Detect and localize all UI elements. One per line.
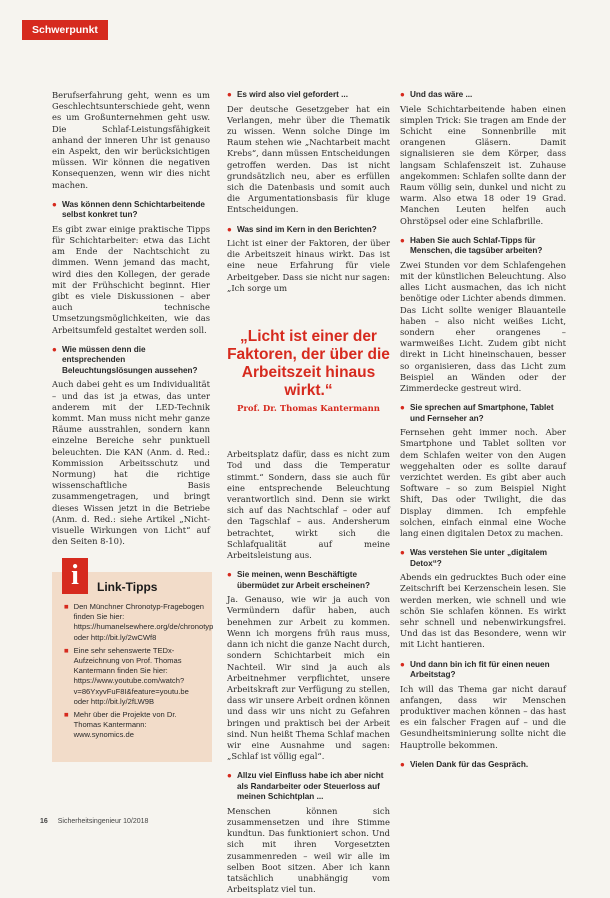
list-item[interactable] bbox=[64, 646, 204, 707]
question-heading bbox=[400, 236, 566, 257]
link-text[interactable]: Mehr über die Projekte von Dr. Thomas Kantermann: www.synomics.de bbox=[73, 710, 177, 740]
paragraph: Viele Schichtarbeitende haben einen simplen Trick: Sie tragen am Ende der Schicht eine Sonnenbrille mit orangenen Gläsern. Damit signalisieren sie dem Körper, dass langsam Schlafenszeit ist. Zuhause angekommen: Schlafen sollte dann der Raum völlig sein, dunkel und nicht zu warm. Also etwa 18 oder 19 Grad. Manchen Leuten helfen auch Ohrstöpsel oder eine Schlafbrille. bbox=[400, 103, 566, 226]
question-text: Vielen Dank für das Gespräch. bbox=[409, 759, 529, 769]
question-heading bbox=[227, 90, 390, 101]
question-text: Haben Sie auch Schlaf-Tipps für Menschen, die tagsüber arbeiten? bbox=[409, 235, 543, 256]
bullet-icon: ● bbox=[52, 199, 57, 209]
paragraph: Zwei Stunden vor dem Schlafengehen mit der künstlichen Beleuchtung. Also alles Licht ausmachen, das ich nicht benötige oder Lichter abends dimmen. Das Licht sollte weniger Blauanteile haben – also nicht weißes Licht, sondern eher orangenes – warmweißes Licht. Zudem gibt nicht direkt in Licht hineinschauen, besser so organisieren, dass das Licht zum Beispiel an Wänden oder der Zimmerdecke gestreut wird. bbox=[400, 259, 566, 393]
paragraph: Arbeitsplatz dafür, dass es nicht zum Tod und dass die Temperatur stimmt.“ Sondern, dass sie auch für eine entsprechende Beleuchtung verantwortlich sind. Denn sie wirkt sich auf das Nachtschlaf – oder auf den Tagschlaf – aus. Andersherum betrachtet, wirkt sich die Schlafqualität auf meine Arbeitsleistung aus. bbox=[227, 449, 390, 561]
paragraph: Licht ist einer der Faktoren, der über die Arbeitszeit hinaus wirkt. Das ist eine neue Erfahrung für viele Arbeitgeber. Dass sie nicht nur sagen: „Ich sorge um bbox=[227, 238, 390, 293]
bullet-icon: ● bbox=[227, 224, 232, 234]
question-text: Und das wäre ... bbox=[409, 90, 473, 99]
bullet-icon: ● bbox=[400, 403, 405, 413]
bullet-icon: ● bbox=[400, 90, 405, 99]
square-bullet-icon: ■ bbox=[64, 710, 69, 720]
question-text: Allzu viel Einfluss habe ich aber nicht als Randarbeiter oder Steuerloss auf meinen Schichtplan ... bbox=[236, 771, 384, 802]
link-text[interactable]: Eine sehr sehenswerte TEDx-Aufzeichnung von Prof. Thomas Kantermann finden Sie hier: https://www.youtube.com/watch?v=86YxyvFuF8I&feature=youtu.be oder http://bit.ly/2fLW9B bbox=[73, 645, 189, 706]
page-number: 16 bbox=[40, 818, 48, 825]
column-1 bbox=[52, 90, 210, 550]
publication-name: Sicherheitsingenieur 10/2018 bbox=[57, 818, 149, 825]
paragraph: Fernsehen geht immer noch. Aber Smartphone und Tablet sollten vor dem Schlafen weiter von den Augen weggehalten oder es sollte darauf verzichtet werden. Es gibt aber auch Software – so zum Beispiel Night Shift, Das oder Twilight, die das Display dimmen. Ich empfehle solchen, einfach einmal eine Woche lang einen digitalen Detox zu machen. bbox=[400, 427, 566, 538]
bullet-icon: ● bbox=[400, 548, 405, 558]
column-2 bbox=[227, 90, 390, 898]
paragraph: Abends ein gedrucktes Buch oder eine Zeitschrift bei Kerzenschein lesen. Sie werden merken, wie schnell und wie schön Sie schlafen können. Es wirkt sehr schnell und nebenwirkungsfrei. Und das ist das Besondere, wenn wir mit Licht hantieren. bbox=[400, 572, 566, 650]
question-heading bbox=[400, 403, 566, 424]
question-text: Und dann bin ich fit für einen neuen Arbeitstag? bbox=[409, 659, 550, 680]
question-text: Sie sprechen auf Smartphone, Tablet und Fernseher an? bbox=[409, 403, 554, 423]
column-3 bbox=[400, 90, 566, 773]
question-text: Was können denn Schichtarbeitende selbst konkret tun? bbox=[61, 199, 205, 220]
question-text: Was sind im Kern in den Berichten? bbox=[236, 224, 377, 234]
question-heading bbox=[400, 660, 566, 681]
page-footer bbox=[40, 818, 148, 825]
question-text: Wie müssen denn die entsprechenden Beleuchtungslösungen aussehen? bbox=[61, 344, 198, 375]
question-text: Was verstehen Sie unter „digitalem Detox“? bbox=[409, 548, 548, 568]
question-heading bbox=[400, 760, 566, 771]
pull-quote-author: Prof. Dr. Thomas Kantermann bbox=[237, 404, 380, 415]
paragraph: Ja. Genauso, wie wir ja auch von Vermündern dafür haben, auch benehmen zur Arbeit zu kommen. Wenn ich morgens früh raus muss, dann ich nicht die ganze Nacht durch, sondern Schichtarbeit mich ein Nachteil. Wir sind ja auch als Arbeitnehmer verpflichtet, unsere Arbeitskraft zur Verfügung zu stellen, dass wir unsere Arbeit ordnen können und dass wir uns nicht zu Gefahren bringen und praktisch bei der Arbeit sind. Nun heißt Thema Schlaf machen wir eine Ausnahme und sagen: „Schlaf ist völlig egal“. bbox=[227, 594, 390, 762]
bullet-icon: ● bbox=[400, 659, 405, 669]
info-icon: i bbox=[62, 558, 88, 594]
link-tips-box bbox=[52, 560, 214, 762]
link-tips-list bbox=[64, 602, 214, 744]
paragraph: Ich will das Thema gar nicht darauf anfangen, dass wir Menschen produktiver machen können – das hast es ein falscher Fragen auf – und die Gesundheitsminierung sollte nicht die Hauptrolle bekommen. bbox=[400, 683, 566, 750]
pull-quote: „Licht ist einer der Faktoren, der über die Arbeitszeit hinaus wirkt.“ bbox=[227, 328, 390, 400]
paragraph: Menschen können sich zusammensetzen und ihre Stimme kundtun. Das funktioniert schon. Und sich mit ihren Vorgesetzten zusammenreden – weil wir alle im selben Boot sitzen. Aber ich kann tatsächlich unabhängig vom Arbeitsplatz viel tun. bbox=[227, 805, 390, 895]
bullet-icon: ● bbox=[227, 570, 232, 580]
link-tips-title: Link-Tipps bbox=[97, 580, 158, 594]
square-bullet-icon: ■ bbox=[64, 602, 69, 611]
question-heading bbox=[227, 225, 390, 236]
paragraph: Der deutsche Gesetzgeber hat ein Verlangen, mehr über die Thematik zu wissen. Wenn solche Dinge im Raum stehen wie „Nachtarbeit macht Krebs“, dann müssen Entscheidungen getroffen werden. Das ist nicht grundsätzlich neu, aber es erfüllen sich die Datenbasis und somit auch die Argumentationsbasis für kluge Entscheidungen. bbox=[227, 103, 390, 215]
paragraph: Auch dabei geht es um Individualität – und das ist ja etwas, das unter anderem mit der LED-Technik kommt. Man muss nicht mehr ganze Räume ausstrahlen, sondern kann einzelne Bereiche sehr punktuell beleuchten. Die KAN (Anm. d. Red.: Kommission Arbeitsschutz und Normung) hat die richtige wissenschaftliche Basis zusammengetragen, und bringt dieses Wissen jetzt in die Betriebe (Anm. d. Red.: siehe Artikel „Nicht-visuelle Wirkungen von Licht“ auf den Seiten 8-10). bbox=[52, 379, 210, 547]
bullet-icon: ● bbox=[52, 344, 57, 354]
question-text: Sie meinen, wenn Beschäftigte übermüdet zur Arbeit erscheinen? bbox=[236, 570, 370, 590]
paragraph: Berufserfahrung geht, wenn es um Geschlechtsunterschiede geht, wenn es um Großunternehmen geht usw. Die Schlaf-Leistungsfähigkeit anhand der inneren Uhr ist genauso ein Aspekt, den wir berücksichtigen müssen. Wir können die negativen Konsequenzen, wenn wir dies nicht machen. bbox=[52, 90, 210, 190]
bullet-icon: ● bbox=[400, 759, 405, 769]
question-heading bbox=[227, 570, 390, 591]
square-bullet-icon: ■ bbox=[64, 645, 69, 655]
question-heading bbox=[52, 345, 210, 377]
question-text: Es wird also viel gefordert ... bbox=[236, 90, 348, 99]
link-text[interactable]: Den Münchner Chronotyp-Fragebogen finden Sie hier: https://humanelsewhere.org/de/chronotyp oder http://bit.ly/2wCWf8 bbox=[73, 602, 214, 642]
list-item[interactable] bbox=[64, 602, 214, 643]
question-heading bbox=[227, 771, 390, 803]
section-tab: Schwerpunkt bbox=[22, 20, 108, 40]
list-item[interactable] bbox=[64, 710, 204, 741]
paragraph: Es gibt zwar einige praktische Tipps für Schichtarbeiter: etwa das Licht am Ende der Nachtschicht zu dimmen. Wenn jemand das macht, wird dies den Kollegen, der gerade mit der Frühschicht beginnt. Hier gibt es viele Diskussionen – aber auch technische Umsetzungsmöglichkeiten, wie das Arbeitsumfeld gestaltet werden soll. bbox=[52, 223, 210, 335]
bullet-icon: ● bbox=[227, 90, 232, 99]
bullet-icon: ● bbox=[227, 771, 232, 781]
question-heading bbox=[52, 200, 210, 221]
question-heading bbox=[400, 548, 566, 569]
bullet-icon: ● bbox=[400, 235, 405, 245]
question-heading bbox=[400, 90, 566, 101]
